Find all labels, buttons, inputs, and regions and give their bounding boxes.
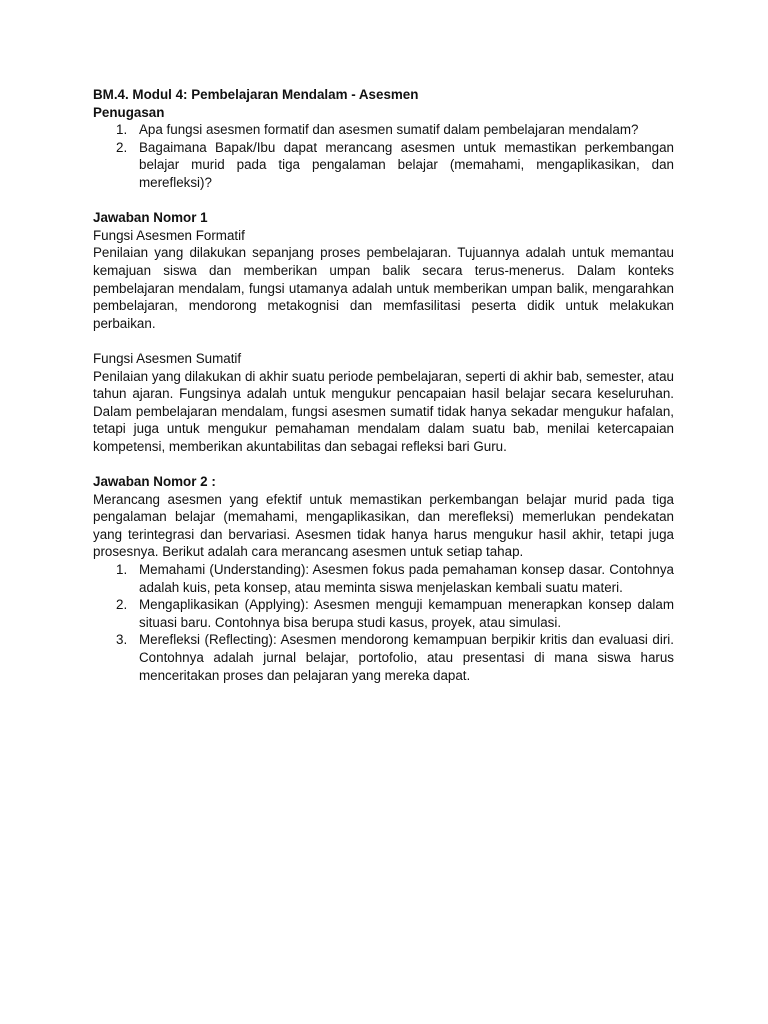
- question-list: [93, 121, 674, 191]
- list-number: 3.: [116, 632, 128, 648]
- answer-2-heading: Jawaban Nomor 2 :: [93, 474, 216, 490]
- list-item-text: Merefleksi (Reflecting): Asesmen mendorong kemampuan berpikir kritis dan evaluasi diri. Contohnya adalah jurnal belajar, portofolio, atau presentasi di mana siswa harus menceritakan proses dan pelajaran yang mereka dapat.: [139, 632, 674, 683]
- answer-1-heading: Jawaban Nomor 1: [93, 210, 208, 226]
- spacer: [93, 332, 674, 350]
- answer-2-list: [93, 561, 674, 684]
- list-item: [93, 631, 674, 684]
- list-number: 1.: [116, 562, 128, 578]
- spacer: [93, 455, 674, 473]
- document-title: BM.4. Modul 4: Pembelajaran Mendalam - Asesmen: [93, 87, 419, 102]
- sumatif-paragraph: Penilaian yang dilakukan di akhir suatu periode pembelajaran, seperti di akhir bab, semester, atau tahun ajaran. Fungsinya adalah untuk mengukur pencapaian hasil belajar secara keseluruhan. Dalam pembelajaran mendalam, fungsi asesmen sumatif tidak hanya sekadar mengukur hafalan, tetapi juga untuk mengukur pemahaman mendalam dalam suatu bab, menilai ketercapaian kompetensi, memberikan akuntabilitas dan sebagai refleksi bari Guru.: [93, 368, 674, 454]
- list-number: 2.: [116, 139, 128, 155]
- question-text: Apa fungsi asesmen formatif dan asesmen sumatif dalam pembelajaran mendalam?: [139, 122, 639, 138]
- list-item: [93, 139, 674, 192]
- question-text: Bagaimana Bapak/Ibu dapat merancang asesmen untuk memastikan perkembangan belajar murid pada tiga pengalaman belajar (memahami, mengaplikasikan, dan merefleksi)?: [139, 139, 674, 190]
- list-item: [93, 596, 674, 631]
- answer-2-intro: Merancang asesmen yang efektif untuk memastikan perkembangan belajar murid pada tiga pengalaman belajar (memahami, mengaplikasikan, dan merefleksi) memerlukan pendekatan yang terintegrasi dan bervariasi. Asesmen tidak hanya harus mengukur hasil akhir, tetapi juga prosesnya. Berikut adalah cara merancang asesmen untuk setiap tahap.: [93, 491, 674, 560]
- list-item: [93, 561, 674, 596]
- formatif-heading: Fungsi Asesmen Formatif: [93, 227, 245, 243]
- list-number: 1.: [116, 122, 128, 138]
- document-page: [93, 86, 674, 684]
- list-item: [93, 121, 674, 139]
- list-number: 2.: [116, 597, 128, 613]
- section-heading-penugasan: Penugasan: [93, 104, 165, 120]
- list-item-text: Memahami (Understanding): Asesmen fokus pada pemahaman konsep dasar. Contohnya adalah kuis, peta konsep, atau meminta siswa menjelaskan kembali suatu materi.: [139, 562, 674, 595]
- spacer: [93, 192, 674, 210]
- formatif-paragraph: Penilaian yang dilakukan sepanjang proses pembelajaran. Tujuannya adalah untuk memantau kemajuan siswa dan memberikan umpan balik secara terus-menerus. Dalam konteks pembelajaran mendalam, fungsi utamanya adalah untuk memberikan umpan balik, mengarahkan pembelajaran, mendorong metakognisi dan memfasilitasi peserta didik untuk melakukan perbaikan.: [93, 245, 674, 331]
- sumatif-heading: Fungsi Asesmen Sumatif: [93, 350, 242, 366]
- list-item-text: Mengaplikasikan (Applying): Asesmen menguji kemampuan menerapkan konsep dalam situasi baru. Contohnya bisa berupa studi kasus, proyek, atau simulasi.: [139, 597, 674, 630]
